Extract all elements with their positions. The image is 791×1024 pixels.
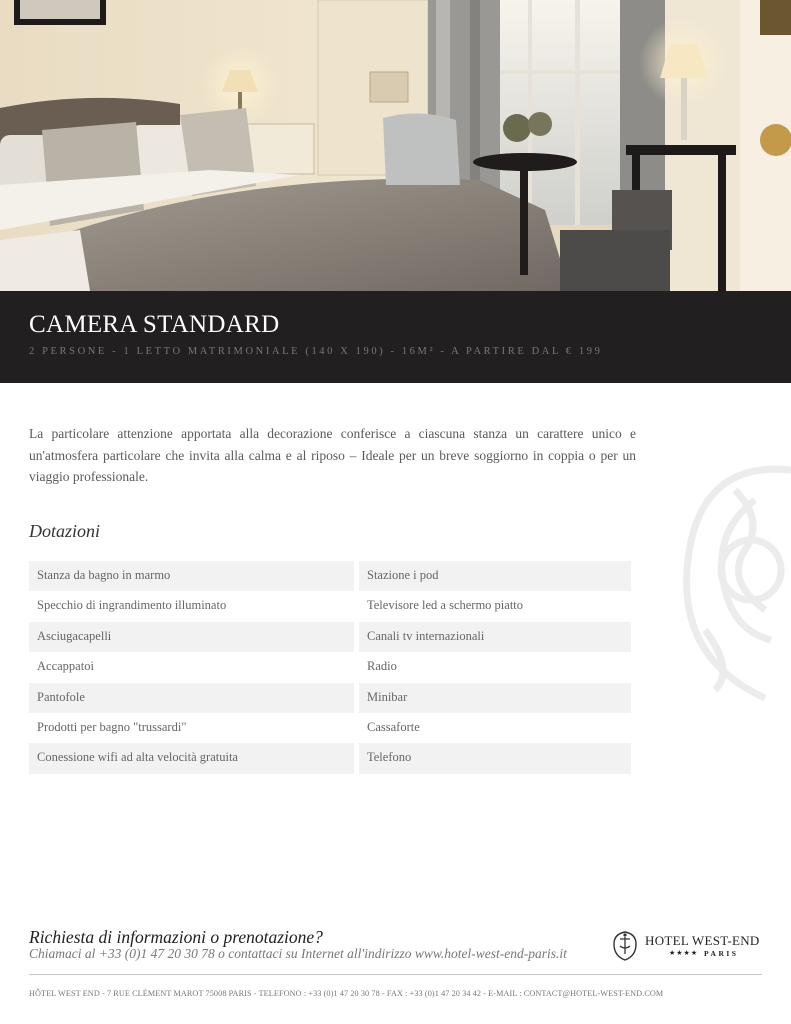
footer-divider <box>29 974 762 975</box>
hotel-logo-city: PARIS <box>704 949 739 958</box>
hotel-logo-stars: ★★★★ <box>669 949 699 957</box>
room-title: CAMERA STANDARD <box>29 311 280 338</box>
hotel-address: HÔTEL WEST END - 7 RUE CLÉMENT MAROT 75008 PARIS - TELEFONO : +33 (0)1 47 20 30 78 - FAX : +33 (0)1 47 20 34 42 - E-MAIL : CONTACT@HOTEL-WEST-END.COM <box>29 989 664 998</box>
amenity-item: Canali tv internazionali <box>359 622 631 652</box>
amenity-item: Minibar <box>359 683 631 713</box>
amenity-item: Stazione i pod <box>359 561 631 591</box>
amenities-heading: Dotazioni <box>29 521 101 541</box>
amenity-item: Cassaforte <box>367 719 420 734</box>
amenity-item: Specchio di ingrandimento illuminato <box>37 598 227 613</box>
room-subtitle: 2 PERSONE - 1 LETTO MATRIMONIALE (140 X 190) - 16M² - A PARTIRE DAL € 199 <box>29 346 603 357</box>
amenity-item: Stanza da bagno in marmo <box>29 561 354 591</box>
amenity-item: Televisore led a schermo piatto <box>367 598 524 613</box>
hotel-logo <box>612 930 772 964</box>
crest-watermark <box>675 430 791 710</box>
amenity-item: Accappatoi <box>37 659 94 674</box>
amenity-item: Asciugacapelli <box>29 622 354 652</box>
booking-cta-title: Richiesta di informazioni o prenotazione? <box>29 927 323 947</box>
room-description: La particolare attenzione apportata alla decorazione conferisce a ciascuna stanza un carattere unico e un'atmosfera particolare che invita alla calma e al riposo – Ideale per un breve soggiorno in coppia o per un viaggio professionale. <box>29 426 636 484</box>
booking-cta-contact[interactable]: Chiamaci al +33 (0)1 47 20 30 78 o contattaci su Internet all'indirizzo www.hotel-west-end-paris.it <box>29 946 567 961</box>
room-photo <box>0 0 791 291</box>
crest-icon <box>612 930 638 962</box>
hotel-logo-name: HOTEL WEST-END <box>645 933 760 948</box>
room-title-band <box>0 291 791 383</box>
amenity-item: Prodotti per bagno "trussardi" <box>37 719 187 734</box>
amenity-item: Pantofole <box>29 683 354 713</box>
amenity-item: Telefono <box>359 743 631 773</box>
amenity-item: Conessione wifi ad alta velocità gratuita <box>29 743 354 773</box>
amenity-item: Radio <box>367 659 397 674</box>
